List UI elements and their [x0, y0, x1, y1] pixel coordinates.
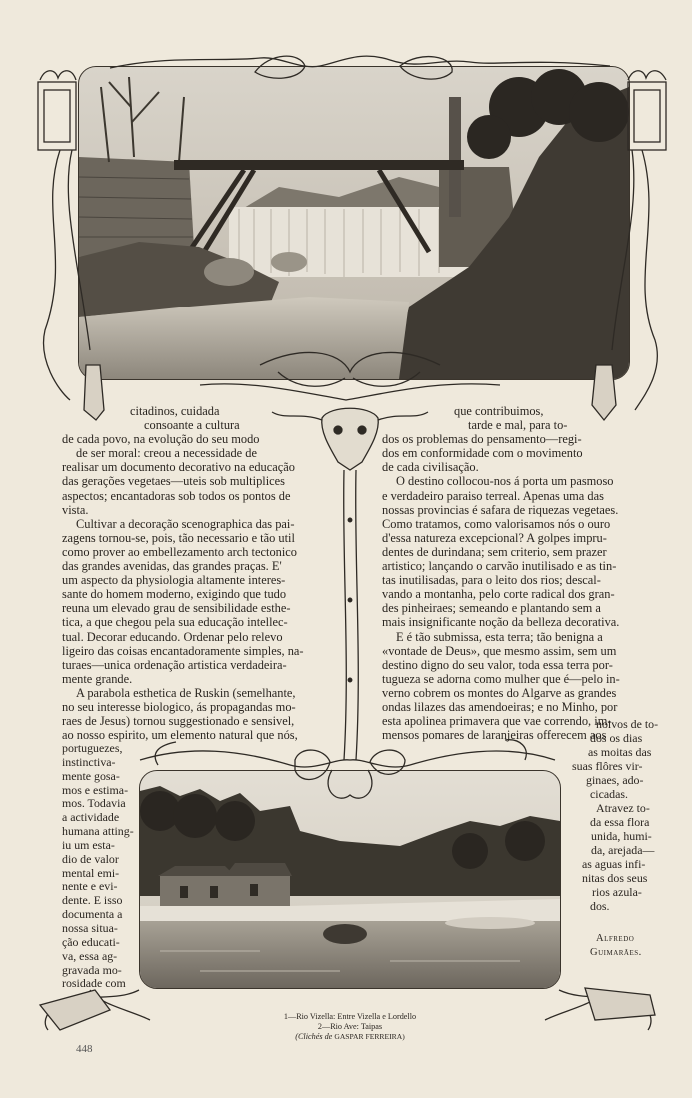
- text-line: mental emi-: [62, 865, 120, 880]
- text-line: cicadas.: [590, 787, 628, 801]
- text-line: Atravez to-: [596, 801, 650, 815]
- text-line: humana atting-: [62, 824, 134, 839]
- text-line: vista.: [62, 502, 89, 517]
- text-line: mais insignificante noção da belleza decorativa.: [382, 615, 620, 630]
- text-line: as moitas das: [588, 745, 652, 759]
- text-line: aspectos; encantadoras sob todos os pontos de: [62, 488, 291, 503]
- text-line: gravada mo-: [62, 962, 122, 977]
- text-line: raes de Jesus) tornou suggestionado e sensivel,: [62, 714, 295, 729]
- text-line: unida, humi-: [591, 829, 652, 843]
- text-line: da essa flora: [590, 815, 650, 829]
- text-line: da, arejada—: [591, 843, 655, 857]
- text-line: tual. Decorar educando. Ordenar pelo relevo: [62, 629, 283, 644]
- text-line: dio de valor: [62, 851, 119, 866]
- text-line: das gerações vegetaes—uteis sob multiplices: [62, 474, 285, 489]
- text-line: tarde e mal, para to-: [468, 418, 568, 433]
- text-line: vando a montanha, pelo corte radical dos gran-: [382, 587, 615, 602]
- text-line: citadinos, cuidada: [130, 404, 220, 418]
- text-line: turaes—unica ordenação artistica verdadeira-: [62, 657, 287, 672]
- text-line: des pinheiraes; semeando e plantando sem a: [382, 601, 601, 616]
- text-line: de ser moral: creou a necessidade de: [76, 446, 257, 461]
- text-line: consoante a cultura: [144, 418, 240, 433]
- text-line: de cada civilisação.: [382, 460, 479, 475]
- credit-name: GASPAR FERREIRA): [334, 1032, 405, 1041]
- text-line: e verdadeiro paraiso terreal. Apenas uma das: [382, 488, 604, 503]
- caption-top-photo: 1—Rio Vizella: Entre Vizella e Lordello: [283, 1012, 417, 1021]
- text-line: que contribuimos,: [454, 404, 544, 418]
- photo-captions: [240, 1012, 460, 1042]
- text-line: nente e evi-: [62, 879, 118, 894]
- text-line: tugueza se adorna como mulher que é—pelo in-: [382, 671, 620, 686]
- author-last-name: Guimarães.: [590, 947, 642, 958]
- text-line: artistico; lançando o carvão inutilisado e as tin-: [382, 559, 617, 574]
- text-line: dos.: [590, 899, 610, 913]
- page-number: 448: [76, 1043, 93, 1055]
- text-line: documenta a: [62, 907, 123, 922]
- photo-credit: [240, 1032, 460, 1042]
- text-line: tica, a que chegou pela sua educação intellec-: [62, 615, 288, 630]
- text-line: dentes de durindana; sem criterio, sem prazer: [382, 544, 607, 559]
- text-line: «vontade de Deus», que mesmo assim, sem um: [382, 643, 617, 658]
- right-column: [382, 404, 662, 742]
- text-line: va, essa ag-: [62, 948, 118, 963]
- text-line: zagens tornou-se, pois, tão necessario e tão util: [62, 530, 295, 545]
- text-line: rosidade com: [62, 976, 126, 991]
- text-line: E é tão submissa, esta terra; tão benigna a: [396, 629, 603, 644]
- text-line: verno cobrem os montes do Algarve as grandes: [382, 685, 617, 700]
- left-narrow-column: [62, 742, 138, 991]
- text-line: ginaes, ado-: [586, 773, 644, 787]
- text-line: mente gosa-: [62, 768, 120, 783]
- text-line: mos. Todavia: [62, 796, 126, 811]
- text-line: como prover ao embellezamento arch tectonico: [62, 544, 297, 559]
- text-line: Cultivar a decoração scenographica das pai-: [76, 516, 295, 531]
- text-line: rios azula-: [592, 885, 642, 899]
- text-line: esta apolinea primavera que vae correndo, im-: [382, 714, 612, 729]
- text-line: instinctiva-: [62, 754, 116, 769]
- right-narrow-column: [568, 717, 663, 913]
- left-column: [62, 404, 320, 742]
- text-line: um aspecto da physiologia altamente interes-: [62, 573, 286, 588]
- text-line: dos os problemas do pensamento—regi-: [382, 432, 582, 447]
- text-line: a actividade: [62, 810, 120, 825]
- text-line: nitas dos seus: [582, 871, 648, 885]
- text-line: O destino collocou-nos á porta um pasmoso: [396, 474, 614, 489]
- text-line: ondas lilazes das amendoeiras; e no Minho, por: [382, 699, 618, 714]
- text-line: nossas provincias é safara de riquezas vegetaes.: [382, 502, 619, 517]
- text-line: dos em conformidade com o movimento: [382, 446, 583, 461]
- text-line: ligeiro das coisas encantadoramente simples, na-: [62, 643, 304, 658]
- text-line: ção educati-: [62, 934, 120, 949]
- text-line: Como tratamos, como valorisamos nós o ouro: [382, 516, 611, 531]
- text-line: destino digno do seu valor, toda essa terra por-: [382, 657, 613, 672]
- text-line: iu um esta-: [62, 837, 115, 852]
- text-line: mensos pomares de laranjeiras offerecem aos: [382, 728, 607, 743]
- text-line: realisar um documento decorativo na educação: [62, 460, 295, 475]
- text-line: noivos de to-: [596, 717, 659, 731]
- text-line: reuna um elevado grau de sensibilidade esthe-: [62, 601, 291, 616]
- text-line: tas inutilisadas, para o leito dos rios; descal-: [382, 573, 601, 588]
- text-line: dos os dias: [590, 731, 643, 745]
- text-line: no seu interesse biologico, ás propagandas mo-: [62, 699, 296, 714]
- text-line: mente grande.: [62, 671, 133, 686]
- text-line: nossa situa-: [62, 920, 118, 935]
- text-line: ao nosso espirito, um elemento natural que nós,: [62, 728, 298, 743]
- text-line: sante do homem moderno, exigindo que tudo: [62, 587, 287, 602]
- text-line: suas flôres vir-: [572, 759, 643, 773]
- text-line: portuguezes,: [62, 741, 123, 755]
- text-line: A parabola esthetica de Ruskin (semelhante,: [76, 685, 296, 700]
- text-line: as aguas infi-: [582, 857, 646, 871]
- text-line: d'essa natureza excepcional? A golpes impru-: [382, 530, 607, 545]
- credit-prefix: (Clichés de: [295, 1032, 333, 1041]
- text-line: dente. E isso: [62, 893, 123, 908]
- text-line: mos e estima-: [62, 782, 129, 797]
- text-line: das grandes avenidas, das grandes praças. E': [62, 559, 282, 574]
- author-first-name: Alfredo: [596, 933, 635, 944]
- text-line: de cada povo, na evolução do seu modo: [62, 432, 260, 447]
- caption-bottom-photo: 2—Rio Ave: Taipas: [317, 1022, 383, 1031]
